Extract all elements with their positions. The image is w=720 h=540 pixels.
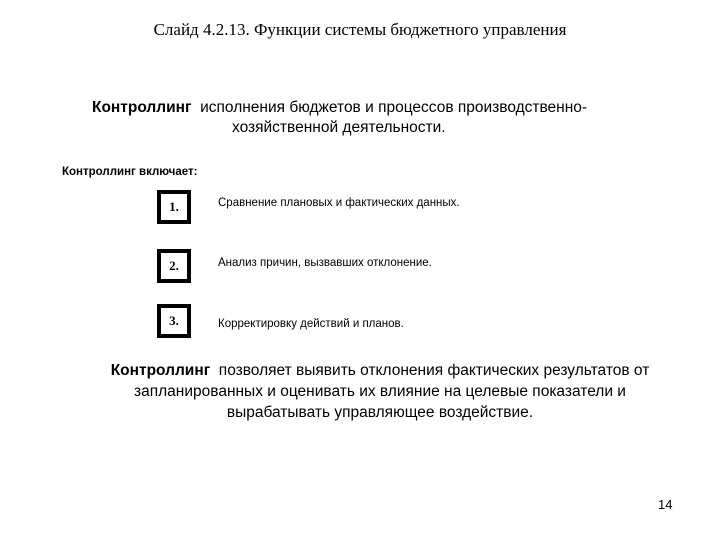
step-text: Анализ причин, вызвавших отклонение. <box>218 257 432 269</box>
includes-label: Контроллинг включает: <box>62 166 198 178</box>
summary-line-1: позволяет выявить отклонения фактических результатов от <box>218 362 650 379</box>
intro-line-2: хозяйственной деятельности. <box>232 119 446 136</box>
step-text: Корректировку действий и планов. <box>218 318 404 330</box>
intro-line-1: исполнения бюджетов и процессов производственно- <box>200 99 588 116</box>
summary-term: Контроллинг <box>110 362 211 379</box>
intro-term: Контроллинг <box>92 99 192 116</box>
page-number: 14 <box>658 497 673 512</box>
step-number-box: 1. <box>157 190 191 224</box>
step-number-box: 2. <box>157 249 191 283</box>
summary-text <box>60 360 700 423</box>
slide-title: Слайд 4.2.13. Функции системы бюджетного управления <box>153 20 567 39</box>
summary-line-2: запланированных и оценивать их влияние на целевые показатели и <box>134 383 626 400</box>
intro-text <box>92 98 652 138</box>
step-text: Сравнение плановых и фактических данных. <box>218 197 460 209</box>
step-number-box: 3. <box>157 304 191 338</box>
summary-line-3: вырабатывать управляющее воздействие. <box>226 404 534 421</box>
